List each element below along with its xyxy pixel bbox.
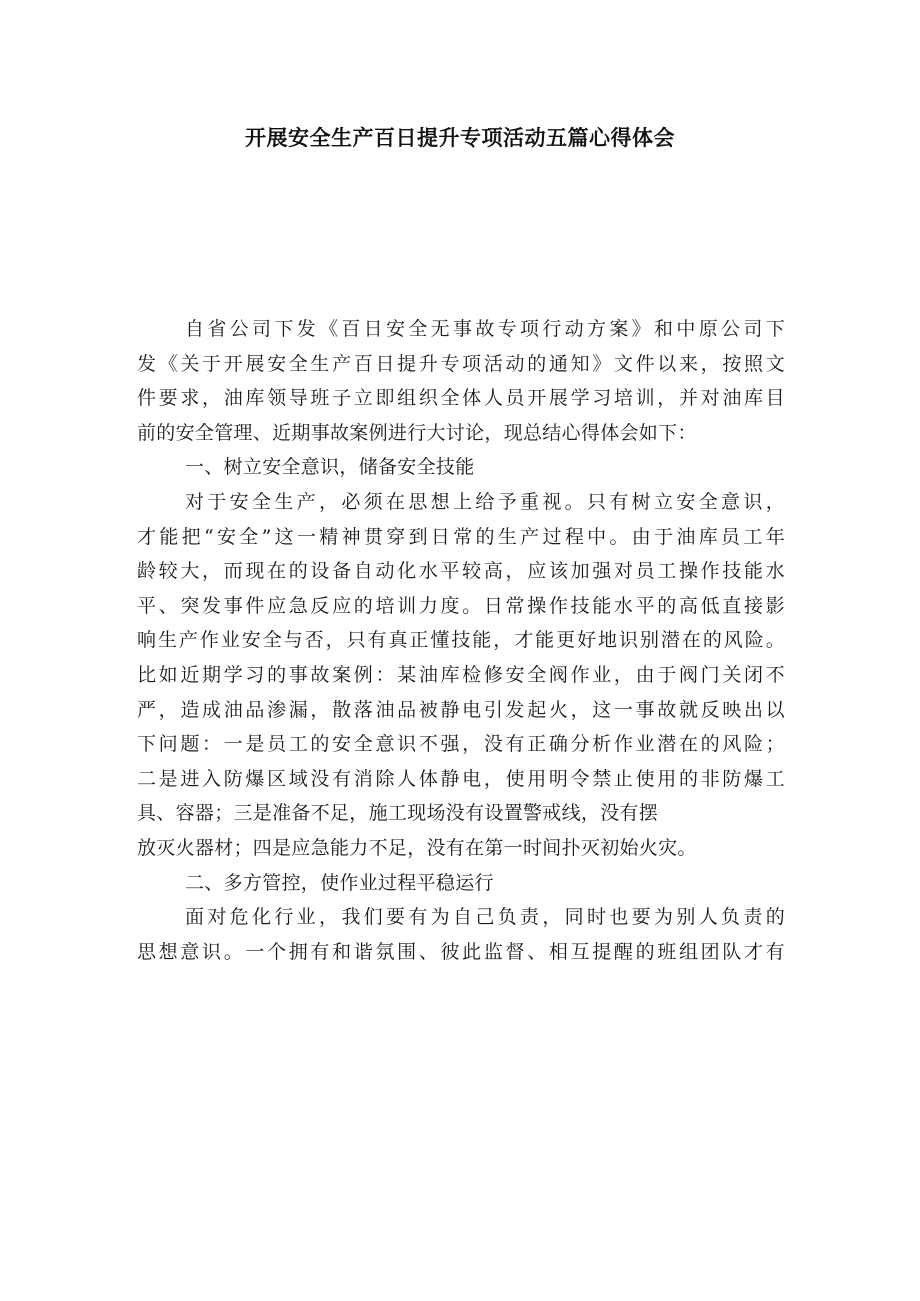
paragraph-first-line: 对于安全生产，必须在思想上给予重视。只有树立安全意识， (185, 490, 785, 513)
paragraph-line: 比如近期学习的事故案例：某油库检修安全阀作业，由于阀门关闭不 (137, 663, 785, 686)
paragraph-line: 发《关于开展安全生产百日提升专项活动的通知》文件以来，按照文 (137, 352, 785, 375)
paragraph-line: 思想意识。一个拥有和谐氛围、彼此监督、相互提醒的班组团队才有 (137, 940, 785, 963)
paragraph-line: 前的安全管理、近期事故案例进行大讨论，现总结心得体会如下： (137, 421, 697, 444)
paragraph-line: 件要求，油库领导班子立即组织全体人员开展学习培训，并对油库目 (137, 387, 785, 410)
paragraph-line: 响生产作业安全与否，只有真正懂技能，才能更好地识别潜在的风险。 (137, 629, 785, 652)
document-title: 开展安全生产百日提升专项活动五篇心得体会 (245, 126, 675, 150)
paragraph-first-line: 一、树立安全意识，储备安全技能 (185, 456, 475, 479)
paragraph-line: 二是进入防爆区域没有消除人体静电，使用明令禁止使用的非防爆工 (137, 767, 785, 790)
paragraph-first-line: 自省公司下发《百日安全无事故专项行动方案》和中原公司下 (185, 318, 785, 340)
paragraph-line: 具、容器；三是准备不足，施工现场没有设置警戒线，没有摆 (137, 802, 659, 825)
paragraph-line: 才能把“安全”这一精神贯穿到日常的生产过程中。由于油库员工年 (137, 525, 785, 548)
paragraph-line: 放灭火器材；四是应急能力不足，没有在第一时间扑灭初始火灾。 (137, 836, 697, 859)
paragraph-line: 平、突发事件应急反应的培训力度。日常操作技能水平的高低直接影 (137, 594, 785, 617)
paragraph-first-line: 面对危化行业，我们要有为自己负责，同时也要为别人负责的 (185, 906, 785, 929)
paragraph-first-line: 二、多方管控，使作业过程平稳运行 (185, 871, 494, 894)
paragraph-line: 严，造成油品渗漏，散落油品被静电引发起火，这一事故就反映出以 (137, 698, 785, 721)
paragraph-line: 龄较大，而现在的设备自动化水平较高，应该加强对员工操作技能水 (137, 560, 785, 583)
document-body (137, 312, 785, 969)
paragraph-line: 下问题：一是员工的安全意识不强，没有正确分析作业潜在的风险； (137, 733, 785, 756)
